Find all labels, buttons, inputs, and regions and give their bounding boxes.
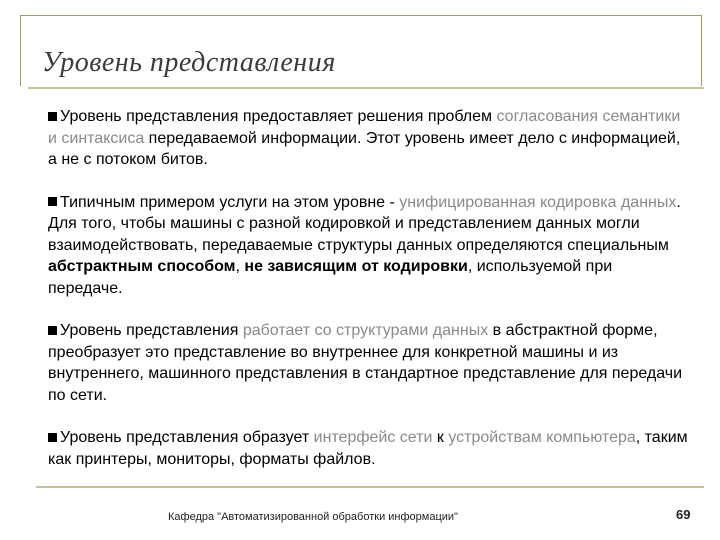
title-divider — [28, 87, 704, 89]
paragraph-2 — [48, 192, 688, 300]
paragraph-1 — [48, 106, 688, 171]
highlighted-term: унифицированная кодировка данных — [399, 193, 677, 211]
bold-term: не зависящим от кодировки — [244, 258, 468, 275]
text-run: к — [432, 429, 449, 446]
highlighted-term: интерфейс сети — [313, 429, 433, 446]
footer-divider — [36, 486, 704, 488]
footer-text: Кафедра "Автоматизированной обработки информации" — [168, 511, 458, 523]
text-run: передаваемой информации. Этот уровень имеет дело с информацией, а не с потоком битов. — [48, 129, 681, 168]
text-run: , таким как принтеры, мониторы, форматы файлов. — [48, 429, 688, 468]
page-number: 69 — [676, 507, 691, 522]
square-bullet-icon — [48, 197, 57, 206]
text-run: . Для того, чтобы машины с разной кодировкой и представлением данных могли взаимодействовать, передаваемые структуры данных определяются специальным — [48, 193, 681, 254]
slide-title: Уровень представления — [42, 47, 336, 78]
highlighted-term: устройствам компьютера — [448, 429, 636, 446]
bold-term: абстрактным способом — [48, 258, 236, 275]
text-run: Типичным примером услуги на этом уровне - — [60, 193, 400, 211]
paragraph-3 — [48, 320, 688, 406]
text-run: , используемой при передаче. — [48, 258, 613, 297]
square-bullet-icon — [48, 433, 57, 442]
slide-body — [48, 106, 688, 491]
text-run: Уровень представления — [60, 322, 243, 339]
text-run: Уровень представления образует — [60, 429, 314, 446]
highlighted-term: работает со структурами данных — [242, 322, 489, 339]
text-run: Уровень представления предоставляет решения проблем — [60, 108, 497, 125]
highlighted-term: согласования семантики и синтаксиса — [48, 108, 681, 147]
text-run: в абстрактной форме, преобразует это представление во внутреннее для конкретной машины и из внутреннего, машинного представления в стандартное представление для передачи по сети. — [48, 322, 683, 404]
text-run: , — [235, 258, 245, 275]
square-bullet-icon — [48, 326, 57, 335]
paragraph-4 — [48, 427, 688, 470]
square-bullet-icon — [48, 112, 57, 121]
